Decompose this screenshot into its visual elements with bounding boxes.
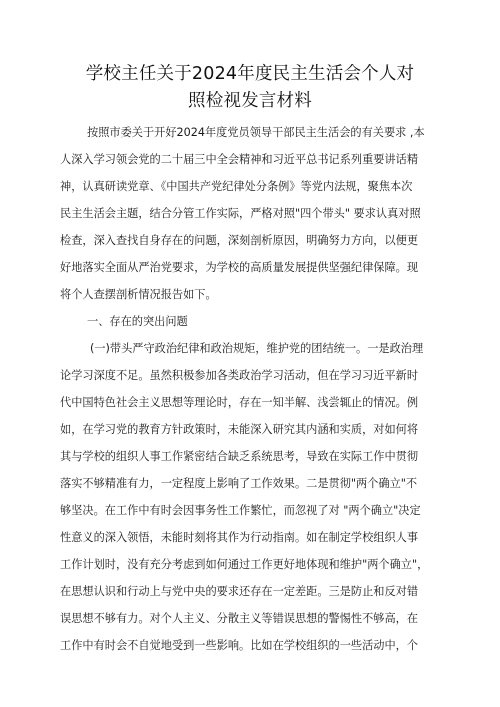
document-title-line-2: 照检视发言材料: [188, 91, 312, 111]
intro-line: 检查，深入查找自身存在的问题，深刻剖析原因，明确努力方向，以便更: [60, 234, 419, 247]
body-line: 如，在学习党的教育方针政策时，未能深入研究其内涵和实质，对如何将: [60, 423, 419, 436]
body-line: 误思想不够有力。对个人主义、分散主义等错误思想的警惕性不够高，在: [60, 612, 419, 625]
body-line: 落实不够精准有力，一定程度上影响了工作效果。二是贯彻"两个确立"不: [60, 477, 418, 490]
intro-line: 好地落实全面从严治党要求，为学校的高质量发展提供坚强纪律保障。现: [60, 261, 419, 274]
body-line: (一)带头严守政治纪律和政治规矩，维护党的团结统一。一是政治理: [90, 342, 424, 355]
intro-line: 按照市委关于开好2024年度党员领导干部民主生活会的有关要求 ,本: [87, 126, 425, 139]
intro-line: 民主生活会主题，结合分管工作实际，严格对照"四个带头" 要求认真对照: [60, 207, 421, 220]
body-line: 够坚决。在工作中有时会因事务性工作繁忙，而忽视了对 "两个确立"决定: [60, 504, 421, 517]
body-line: 性意义的深入领悟，未能时刻将其作为行动指南。如在制定学校组织人事: [60, 531, 419, 544]
body-line: 代中国特色社会主义思想等理论时，存在一知半解、浅尝辄止的情况。例: [60, 396, 419, 409]
body-line: 工作中有时会不自觉地受到一些影响。比如在学校组织的一些活动中，个: [60, 639, 419, 652]
body-line: 其与学校的组织人事工作紧密结合缺乏系统思考，导致在实际工作中贯彻: [60, 450, 419, 463]
body-line: 在思想认识和行动上与党中央的要求还存在一定差距。三是防止和反对错: [60, 585, 419, 598]
intro-line: 将个人查摆剖析情况报告如下。: [60, 288, 217, 301]
body-line: 论学习深度不足。虽然积极参加各类政治学习活动，但在学习习近平新时: [60, 369, 419, 382]
body-line: 工作计划时，没有充分考虑到如何通过工作更好地体现和维护"两个确立"，: [60, 558, 429, 571]
section-heading: 一、存在的突出问题: [87, 315, 188, 328]
intro-line: 人深入学习领会党的二十届三中全会精神和习近平总书记系列重要讲话精: [60, 153, 419, 166]
intro-line: 神，认真研读党章、《中国共产党纪律处分条例》等党内法规，聚焦本次: [60, 180, 413, 193]
document-title-line-1: 学校主任关于2024年度民主生活会个人对: [85, 64, 415, 84]
